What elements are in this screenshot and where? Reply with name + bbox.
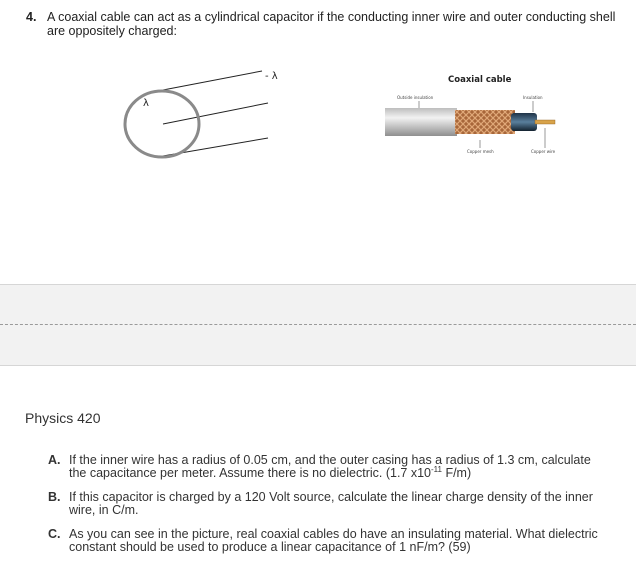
outer-charge-label: - λ bbox=[265, 71, 278, 82]
question-text: A coaxial cable can act as a cylindrical capacitor if the conducting inner wire and outer conducting shell are oppositely charged: bbox=[47, 10, 616, 38]
part-c bbox=[48, 528, 608, 554]
course-footer: Physics 420 bbox=[25, 410, 101, 426]
part-a-text: If the inner wire has a radius of 0.05 cm, and the outer casing has a radius of 1.3 cm, calculate the capacitance per meter. Assume there is no dielectric. (1.7 x10 bbox=[69, 453, 591, 480]
page-break-line bbox=[0, 324, 636, 325]
part-a-unit: F/m) bbox=[441, 466, 472, 480]
label-outside-insulation: Outside insulation bbox=[397, 95, 434, 100]
part-a-exponent: -11 bbox=[431, 465, 442, 474]
coax-diagram bbox=[118, 60, 318, 165]
part-letter: A. bbox=[48, 453, 61, 467]
part-c-text: As you can see in the picture, real coaxial cables do have an insulating material. What dielectric constant should be used to produce a linear capacitance of 1 nF/m? (59) bbox=[69, 527, 598, 554]
question-parts bbox=[48, 454, 608, 565]
copper-wire bbox=[535, 120, 555, 124]
inner-charge-label: λ bbox=[143, 98, 149, 109]
photo-title: Coaxial cable bbox=[448, 75, 512, 85]
outer-sheath bbox=[385, 108, 457, 136]
coax-cable-picture bbox=[385, 70, 575, 160]
part-letter: C. bbox=[48, 527, 61, 541]
question-4 bbox=[26, 10, 616, 38]
label-insulation: Insulation bbox=[523, 95, 543, 100]
inner-wire-line bbox=[163, 103, 268, 124]
part-letter: B. bbox=[48, 490, 61, 504]
question-number: 4. bbox=[26, 10, 37, 24]
part-b-text: If this capacitor is charged by a 120 Volt source, calculate the linear charge density of the inner wire, in C/m. bbox=[69, 490, 593, 517]
cable-cross-section bbox=[125, 91, 199, 157]
part-b bbox=[48, 491, 608, 517]
part-a bbox=[48, 454, 608, 480]
page-break-band bbox=[0, 284, 636, 366]
dielectric-insulation bbox=[511, 113, 537, 131]
label-copper-mesh: Copper mesh bbox=[467, 149, 494, 154]
label-copper-wire: Copper wire bbox=[531, 149, 556, 154]
copper-mesh bbox=[455, 110, 515, 134]
outer-top-line bbox=[163, 71, 262, 90]
